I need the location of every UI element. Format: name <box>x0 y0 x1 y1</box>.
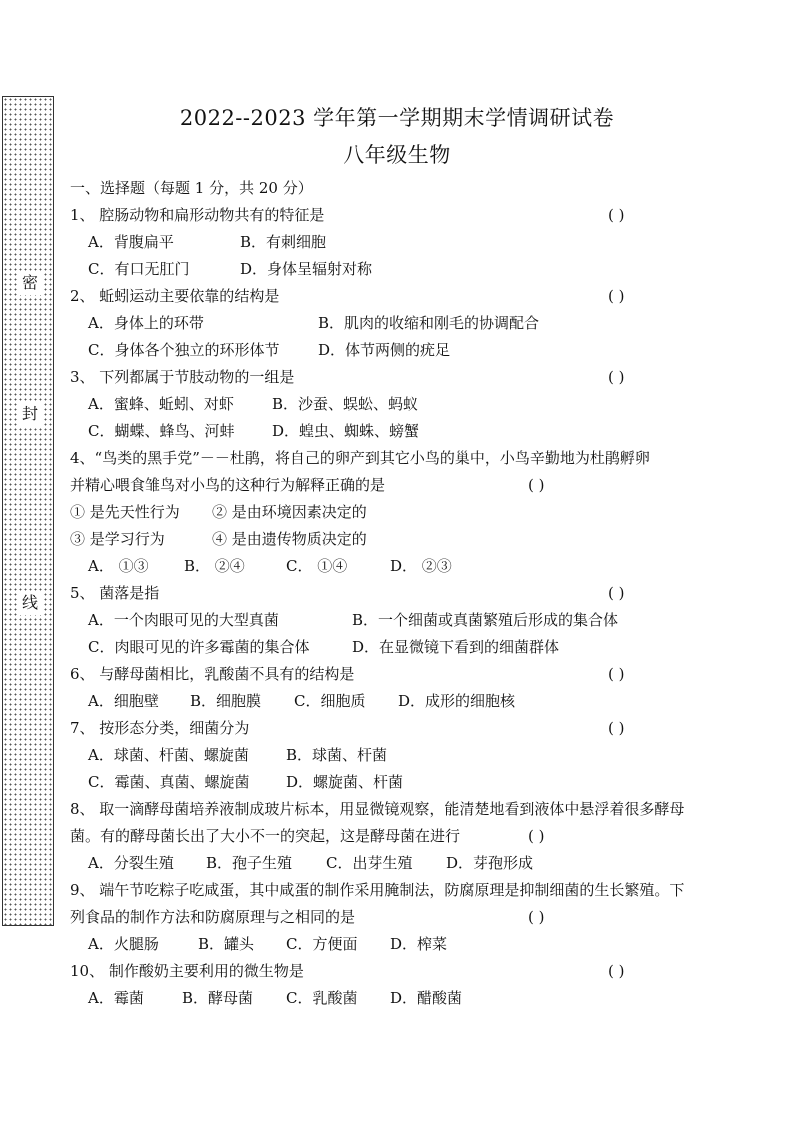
question-stem-text: 5、 菌落是指 <box>70 584 160 602</box>
question-stem-text: 6、 与酵母菌相比，乳酸菌不具有的结构是 <box>70 665 355 683</box>
option-a: A．身体上的环带 <box>88 314 204 332</box>
seal-strip <box>2 96 54 926</box>
option-d: D．身体呈辐射对称 <box>240 260 373 278</box>
question-stem-text: 并精心喂食雏鸟对小鸟的这种行为解释正确的是 <box>70 476 386 494</box>
answer-bracket: ( ) <box>608 368 625 386</box>
option-a: A．分裂生殖 <box>88 854 174 872</box>
option-b: B．有刺细胞 <box>240 233 327 251</box>
option-c: C．霉菌、真菌、螺旋菌 <box>88 773 250 791</box>
option-b: B．沙蚕、蜈蚣、蚂蚁 <box>272 395 419 413</box>
section-heading: 一、选择题（每题 1 分，共 20 分） <box>70 179 313 197</box>
answer-bracket: ( ) <box>608 206 625 224</box>
answer-bracket: ( ) <box>608 584 625 602</box>
option-c: C． ①④ <box>286 557 348 575</box>
statement-1: ① 是先天性行为 <box>70 503 180 521</box>
option-b: B．细胞膜 <box>190 692 262 710</box>
option-d: D．体节两侧的疣足 <box>318 341 451 359</box>
seal-char-xian: 线 <box>18 591 42 615</box>
question-9-stem: 9、 端午节吃粽子吃咸蛋，其中咸蛋的制作采用腌制法，防腐原理是抑制细菌的生长繁殖。下 <box>70 881 685 899</box>
question-stem-text: 1、 腔肠动物和扁形动物共有的特征是 <box>70 206 325 224</box>
option-c: C．肉眼可见的许多霉菌的集合体 <box>88 638 310 656</box>
question-4-stem: 4、“鸟类的黑手党”－－杜鹃，将自己的卵产到其它小鸟的巢中，小鸟辛勤地为杜鹃孵卵 <box>70 449 650 467</box>
exam-subtitle: 八年级生物 <box>343 143 451 167</box>
exam-title: 2022--2023 学年第一学期期末学情调研试卷 <box>179 106 615 130</box>
option-b: B．酵母菌 <box>182 989 254 1007</box>
option-b: B．球菌、杆菌 <box>286 746 388 764</box>
answer-bracket: ( ) <box>608 962 625 980</box>
seal-char-mi: 密 <box>18 271 42 295</box>
option-a: A．细胞壁 <box>88 692 159 710</box>
option-d: D．在显微镜下看到的细菌群体 <box>352 638 560 656</box>
question-stem-text: 10、 制作酸奶主要利用的微生物是 <box>70 962 304 980</box>
option-b: B．孢子生殖 <box>206 854 293 872</box>
option-a: A．蜜蜂、蚯蚓、对虾 <box>88 395 234 413</box>
option-a: A．火腿肠 <box>88 935 159 953</box>
question-8-stem: 8、 取一滴酵母菌培养液制成玻片标本，用显微镜观察，能清楚地看到液体中悬浮着很多酵母 <box>70 800 685 818</box>
option-c: C．蝴蝶、蜂鸟、河蚌 <box>88 422 235 440</box>
option-a: A． ①③ <box>88 557 149 575</box>
question-stem-text: 菌。有的酵母菌长出了大小不一的突起，这是酵母菌在进行 <box>70 827 461 845</box>
answer-bracket: ( ) <box>608 287 625 305</box>
question-stem-text: 3、 下列都属于节肢动物的一组是 <box>70 368 295 386</box>
option-b: B．罐头 <box>198 935 255 953</box>
question-9-stem-continued <box>70 906 730 928</box>
question-3-stem <box>70 366 730 388</box>
question-6-stem <box>70 663 730 685</box>
option-c: C．出芽生殖 <box>326 854 413 872</box>
question-8-stem-continued <box>70 825 730 847</box>
option-b: B．肌肉的收缩和刚毛的协调配合 <box>318 314 540 332</box>
question-2-stem <box>70 285 730 307</box>
option-d: D．螺旋菌、杆菌 <box>286 773 404 791</box>
question-stem-text: 列食品的制作方法和防腐原理与之相同的是 <box>70 908 356 926</box>
option-c: C．有口无肛门 <box>88 260 190 278</box>
option-d: D．蝗虫、蜘蛛、螃蟹 <box>272 422 420 440</box>
option-d: D．成形的细胞核 <box>398 692 516 710</box>
option-a: A．背腹扁平 <box>88 233 174 251</box>
option-c: C．身体各个独立的环形体节 <box>88 341 280 359</box>
statement-3: ③ 是学习行为 <box>70 530 165 548</box>
statement-2: ② 是由环境因素决定的 <box>212 503 367 521</box>
option-d: D．榨菜 <box>390 935 448 953</box>
statement-4: ④ 是由遗传物质决定的 <box>212 530 367 548</box>
answer-bracket: ( ) <box>528 476 545 494</box>
option-a: A．一个肉眼可见的大型真菌 <box>88 611 279 629</box>
option-c: C．细胞质 <box>294 692 366 710</box>
option-d: D． ②③ <box>390 557 452 575</box>
seal-char-feng: 封 <box>18 402 42 426</box>
option-b: B．一个细菌或真菌繁殖后形成的集合体 <box>352 611 619 629</box>
option-a: A．球菌、杆菌、螺旋菌 <box>88 746 249 764</box>
question-4-stem-continued <box>70 474 730 496</box>
answer-bracket: ( ) <box>608 719 625 737</box>
option-d: D．醋酸菌 <box>390 989 463 1007</box>
option-c: C．方便面 <box>286 935 358 953</box>
answer-bracket: ( ) <box>528 827 545 845</box>
question-stem-text: 2、 蚯蚓运动主要依靠的结构是 <box>70 287 280 305</box>
option-d: D．芽孢形成 <box>446 854 534 872</box>
question-1-stem <box>70 204 730 226</box>
question-stem-text: 7、 按形态分类，细菌分为 <box>70 719 250 737</box>
question-5-stem <box>70 582 730 604</box>
answer-bracket: ( ) <box>528 908 545 926</box>
option-a: A．霉菌 <box>88 989 144 1007</box>
option-c: C．乳酸菌 <box>286 989 358 1007</box>
question-7-stem <box>70 717 730 739</box>
question-10-stem <box>70 960 730 982</box>
option-b: B． ②④ <box>184 557 245 575</box>
answer-bracket: ( ) <box>608 665 625 683</box>
